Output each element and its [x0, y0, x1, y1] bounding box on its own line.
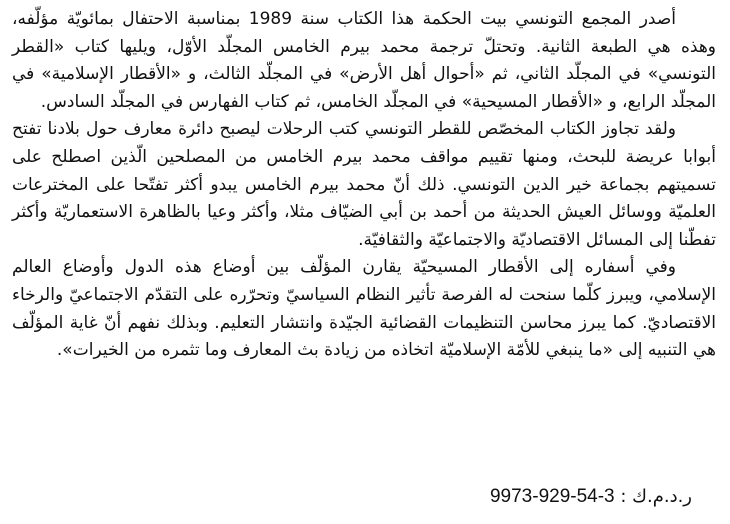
- paragraph-christian-countries: وفي أسفاره إلى الأقطار المسيحيّة يقارن المؤلّف بين أوضاع هذه الدول وأوضاع العالم الإسلامي، ويبرز كلّما سنحت له الفرصة تأثير النظام السياسيّ وتحرّره على التقدّم الاجتماعيّ والرخاء الاقتصاديّ. كما يبرز محاسن التنظيمات القضائية الجيّدة وانتشار التعليم. وبذلك نفهم أنّ غاية المؤلّف هي التنبيه إلى «ما ينبغي للأمّة الإسلاميّة اتخاذه من زيادة بث المعارف وما تثمره من الخيرات».: [12, 257, 716, 361]
- isbn-line: [490, 484, 692, 510]
- isbn-number: 9973-929-54-3: [489, 486, 615, 507]
- paragraph-tunisian-country-book: ولقد تجاوز الكتاب المخصّص للقطر التونسي كتب الرحلات ليصبح دائرة معارف حول بلادنا تفتح أبوابا عريضة للبحث، ومنها تقييم مواقف محمد بيرم الخامس من المصلحين الّذين اصطلح على تسميتهم بجماعة خير الدين التونسي. ذلك أنّ محمد بيرم الخامس يبدو أكثر تفتّحا على المخترعات العلميّة ووسائل العيش الحديثة من أحمد بن أبي الضيّاف مثلا، وأكثر وعيا بالظاهرة الاستعماريّة وأكثر تفطّنا إلى المسائل الاقتصاديّة والاجتماعيّة والثقافيّة.: [12, 119, 716, 250]
- isbn-label: ر.د.م.ك :: [620, 486, 692, 507]
- paragraph-publication-info: أصدر المجمع التونسي بيت الحكمة هذا الكتاب سنة 1989 بمناسبة الاحتفال بمائويّة مؤلّفه، وهذه هي الطبعة الثانية. وتحتلّ ترجمة محمد بيرم الخامس المجلّد الأوّل، ويليها كتاب «القطر التونسي» في المجلّد الثاني، ثم «أحوال أهل الأرض» في المجلّد الثالث، و «الأقطار الإسلامية» في المجلّد الرابع، و «الأقطار المسيحية» في المجلّد الخامس، ثم كتاب الفهارس في المجلّد السادس.: [12, 9, 716, 112]
- body-text: [12, 6, 716, 365]
